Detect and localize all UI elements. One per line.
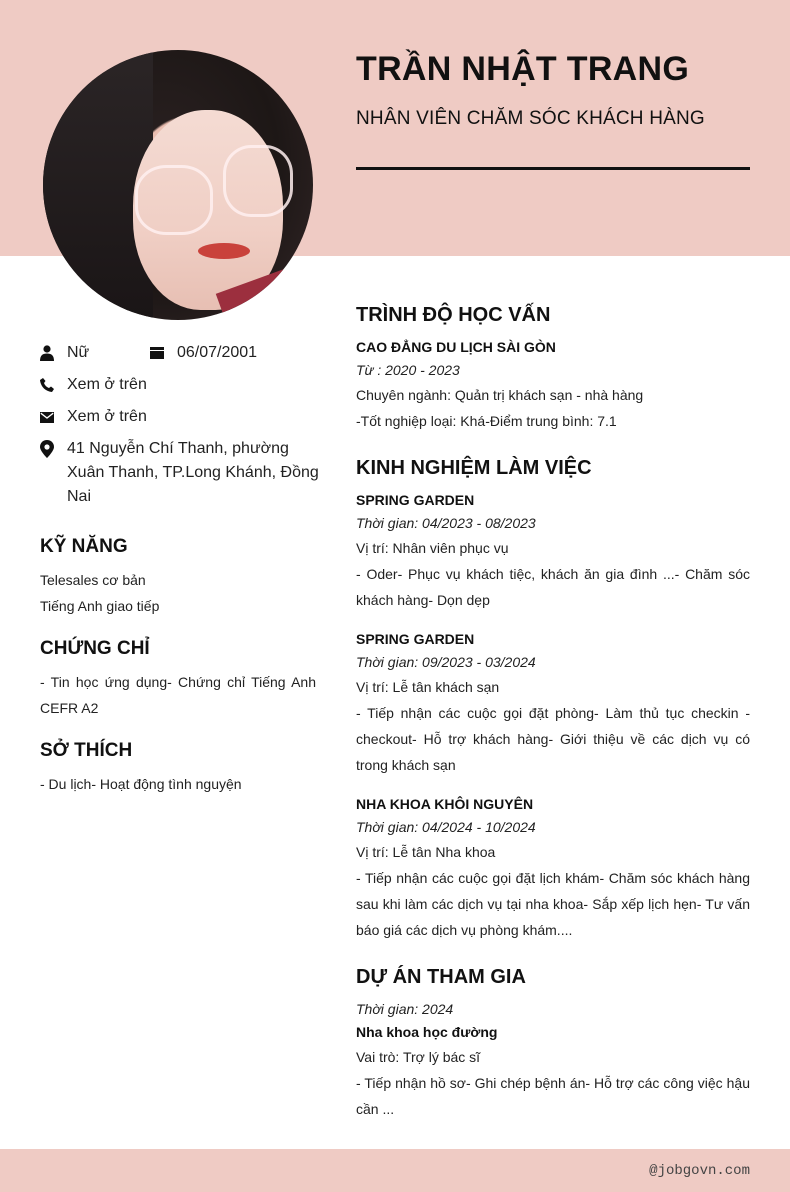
- email-row: [40, 405, 147, 429]
- birthday-row: [150, 341, 257, 365]
- person-icon: [40, 341, 54, 365]
- job-company: SPRING GARDEN: [356, 631, 475, 647]
- phone-value: Xem ở trên: [67, 376, 147, 393]
- skill-item: Telesales cơ bản: [40, 572, 146, 588]
- hobbies-heading: SỞ THÍCH: [40, 740, 133, 761]
- title-divider: [356, 167, 750, 170]
- job-position: Vị trí: Nhân viên phục vụ: [356, 540, 509, 556]
- skills-heading: KỸ NĂNG: [40, 536, 128, 557]
- projects-heading: DỰ ÁN THAM GIA: [356, 966, 526, 988]
- school-name: CAO ĐẲNG DU LỊCH SÀI GÒN: [356, 339, 556, 355]
- job-title: NHÂN VIÊN CHĂM SÓC KHÁCH HÀNG: [356, 108, 705, 129]
- profile-photo: [43, 50, 313, 320]
- experience-heading: KINH NGHIỆM LÀM VIỆC: [356, 457, 592, 479]
- job-period: Thời gian: 04/2023 - 08/2023: [356, 515, 536, 531]
- email-icon: [40, 405, 54, 429]
- gender-value: Nữ: [67, 344, 90, 361]
- job-position: Vị trí: Lễ tân Nha khoa: [356, 844, 496, 860]
- job-period: Thời gian: 09/2023 - 03/2024: [356, 654, 536, 670]
- phone-row: [40, 373, 147, 397]
- education-period: Từ : 2020 - 2023: [356, 362, 460, 378]
- hobbies-text: - Du lịch- Hoạt động tình nguyện: [40, 776, 242, 792]
- job-description: - Tiếp nhận các cuộc gọi đặt phòng- Làm thủ tục checkin - checkout- Hỗ trợ khách hàng- Giới thiệu về các dịch vụ có trong khách sạn: [356, 705, 750, 773]
- job-company: SPRING GARDEN: [356, 492, 475, 508]
- phone-icon: [40, 373, 54, 397]
- calendar-icon: [150, 341, 164, 365]
- job-description: - Tiếp nhận các cuộc gọi đặt lịch khám- Chăm sóc khách hàng sau khi làm các dịch vụ tại nha khoa- Sắp xếp lịch hẹn- Tư vấn báo giá các dịch vụ phòng khám....: [356, 870, 750, 938]
- job-description: - Oder- Phục vụ khách tiệc, khách ăn gia đình ...- Chăm sóc khách hàng- Dọn dẹp: [356, 566, 750, 608]
- education-grade: -Tốt nghiệp loại: Khá-Điểm trung bình: 7.1: [356, 413, 617, 429]
- project-role: Vai trò: Trợ lý bác sĩ: [356, 1049, 481, 1065]
- education-major: Chuyên ngành: Quản trị khách sạn - nhà hàng: [356, 387, 644, 403]
- address-row: [40, 437, 320, 509]
- project-description: - Tiếp nhận hồ sơ- Ghi chép bệnh án- Hỗ trợ các công việc hậu cần ...: [356, 1075, 750, 1117]
- birthday-value: 06/07/2001: [177, 344, 258, 361]
- job-company: NHA KHOA KHÔI NGUYÊN: [356, 796, 534, 812]
- skill-item: Tiếng Anh giao tiếp: [40, 598, 160, 614]
- project-name: Nha khoa học đường: [356, 1024, 498, 1040]
- certificates-text: - Tin học ứng dụng- Chứng chỉ Tiếng Anh CEFR A2: [40, 674, 316, 716]
- email-value: Xem ở trên: [67, 408, 147, 425]
- certificates-heading: CHỨNG CHỈ: [40, 638, 150, 659]
- candidate-name: TRẦN NHẬT TRANG: [356, 50, 690, 88]
- education-heading: TRÌNH ĐỘ HỌC VẤN: [356, 304, 551, 326]
- job-position: Vị trí: Lễ tân khách sạn: [356, 679, 500, 695]
- footer-brand: @jobgovn.com: [649, 1163, 750, 1179]
- address-value: 41 Nguyễn Chí Thanh, phường Xuân Thanh, TP.Long Khánh, Đồng Nai: [67, 440, 319, 505]
- job-period: Thời gian: 04/2024 - 10/2024: [356, 819, 536, 835]
- location-pin-icon: [40, 437, 54, 461]
- gender-row: [40, 341, 89, 365]
- project-period: Thời gian: 2024: [356, 1001, 454, 1017]
